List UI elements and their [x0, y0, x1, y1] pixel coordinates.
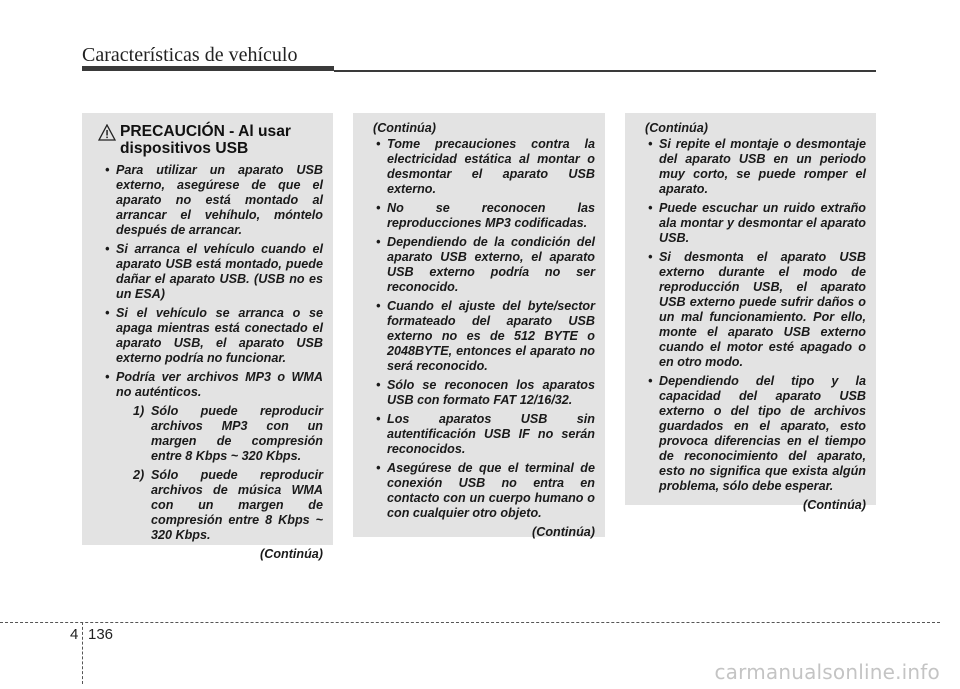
caution-panel-2	[353, 113, 605, 537]
list-item-text: Asegúrese de que el terminal de conexión USB no entra en contacto con un cuerpo humano o con cualquier otro objeto.	[387, 461, 595, 520]
list-item-text: Cuando el ajuste del byte/sector formateado del aparato USB externo no es de 512 BYTE o 2048BYTE, entonces el aparato no será reconocido.	[387, 299, 595, 373]
caution-panel-1	[82, 113, 333, 561]
watermark-text: carmanualsonline.info	[714, 660, 940, 684]
list-item-text: Tome precauciones contra la electricidad estática al montar o desmontar el aparato USB externo.	[387, 137, 595, 196]
list-item	[635, 250, 866, 370]
list-item-text: Podría ver archivos MP3 o WMA no auténticos.	[116, 370, 323, 399]
footer-dashed-divider	[82, 622, 83, 684]
list-item-text: Si arranca el vehículo cuando el aparato USB está montado, puede dañar el aparato USB. (USB no es un ESA)	[116, 242, 323, 301]
bullet-glyph: •	[376, 201, 381, 215]
continua-label: (Continúa)	[645, 121, 708, 135]
continua-label: (Continúa)	[260, 547, 323, 561]
sub-list-item	[116, 404, 323, 464]
page-number: 136	[88, 626, 114, 643]
list-item	[635, 374, 866, 494]
header-rule-thin	[334, 70, 876, 72]
list-item	[92, 306, 323, 366]
continua-label: (Continúa)	[373, 121, 436, 135]
sub-list-item	[116, 468, 323, 543]
list-item-text: Puede escuchar un ruido extraño ala montar y desmontar el aparato USB.	[659, 201, 866, 245]
list-item-text: Dependiendo de la condición del aparato USB externo, el aparato USB externo podría no ser reconocido.	[387, 235, 595, 294]
bullet-glyph: •	[376, 412, 381, 426]
header-rule-thick	[82, 66, 334, 71]
bullet-glyph: •	[648, 137, 653, 151]
warning-triangle-icon	[98, 124, 116, 141]
list-item-text: Dependiendo del tipo y la capacidad del aparato USB externo o del tipo de archivos guardados en el aparato, esto provoca diferencias en el tiempo de reconocimiento del aparato, esto no significa que exista algún problema, sólo debe esperar.	[659, 374, 866, 493]
list-item	[363, 235, 595, 295]
chapter-number: 4	[70, 626, 79, 643]
list-item	[92, 370, 323, 543]
footer-dashed-rule	[0, 622, 940, 623]
list-item-text: Para utilizar un aparato USB externo, asegúrese de que el aparato no está montado al arrancar el vehíhulo, móntelo después de arrancar.	[116, 163, 323, 237]
bullet-glyph: •	[376, 378, 381, 392]
sub-item-number: 1)	[133, 404, 145, 418]
bullet-glyph: •	[648, 250, 653, 264]
list-item	[363, 378, 595, 408]
list-item-text: No se reconocen las reproducciones MP3 codificadas.	[387, 201, 595, 230]
list-item	[363, 412, 595, 457]
caution-panel-3	[625, 113, 876, 512]
list-item	[635, 137, 866, 197]
bullet-glyph: •	[376, 137, 381, 151]
list-item	[363, 461, 595, 521]
list-item-text: Los aparatos USB sin autentificación USB IF no serán reconocidos.	[387, 412, 595, 456]
sub-item-text: Sólo puede reproducir archivos MP3 con un margen de compresión entre 8 Kbps ~ 320 Kbps.	[151, 404, 323, 463]
sub-item-text: Sólo puede reproducir archivos de música WMA con un margen de compresión entre 8 Kbps ~ 320 Kbps.	[151, 468, 323, 542]
list-item	[92, 163, 323, 238]
caution-title-block	[92, 123, 323, 157]
bullet-glyph: •	[376, 461, 381, 475]
list-item-text: Si el vehículo se arranca o se apaga mientras está conectado el aparato USB, el aparato USB externo podría no funcionar.	[116, 306, 323, 365]
continua-label: (Continúa)	[532, 525, 595, 539]
list-item	[363, 299, 595, 374]
list-item	[92, 242, 323, 302]
continua-label: (Continúa)	[803, 498, 866, 512]
list-item	[363, 137, 595, 197]
list-item	[635, 201, 866, 246]
bullet-glyph: •	[105, 242, 110, 256]
bullet-glyph: •	[105, 163, 110, 177]
bullet-glyph: •	[648, 201, 653, 215]
list-item-text: Sólo se reconocen los aparatos USB con formato FAT 12/16/32.	[387, 378, 595, 407]
bullet-glyph: •	[648, 374, 653, 388]
caution-title: PRECAUCIÓN - Al usar dispositivos USB	[120, 123, 291, 157]
bullet-glyph: •	[376, 235, 381, 249]
list-item-text: Si repite el montaje o desmontaje del aparato USB en un periodo muy corto, se puede romper el aparato.	[659, 137, 866, 196]
bullet-glyph: •	[376, 299, 381, 313]
bullet-glyph: •	[105, 306, 110, 320]
page-header-title: Características de vehículo	[82, 44, 298, 66]
bullet-glyph: •	[105, 370, 110, 384]
list-item	[363, 201, 595, 231]
sub-item-number: 2)	[133, 468, 145, 482]
list-item-text: Si desmonta el aparato USB externo durante el modo de reproducción USB, el aparato USB externo puede sufrir daños o un mal funcionamiento. Por ello, monte el aparato USB externo cuando el motor esté apagado o en otro modo.	[659, 250, 866, 369]
